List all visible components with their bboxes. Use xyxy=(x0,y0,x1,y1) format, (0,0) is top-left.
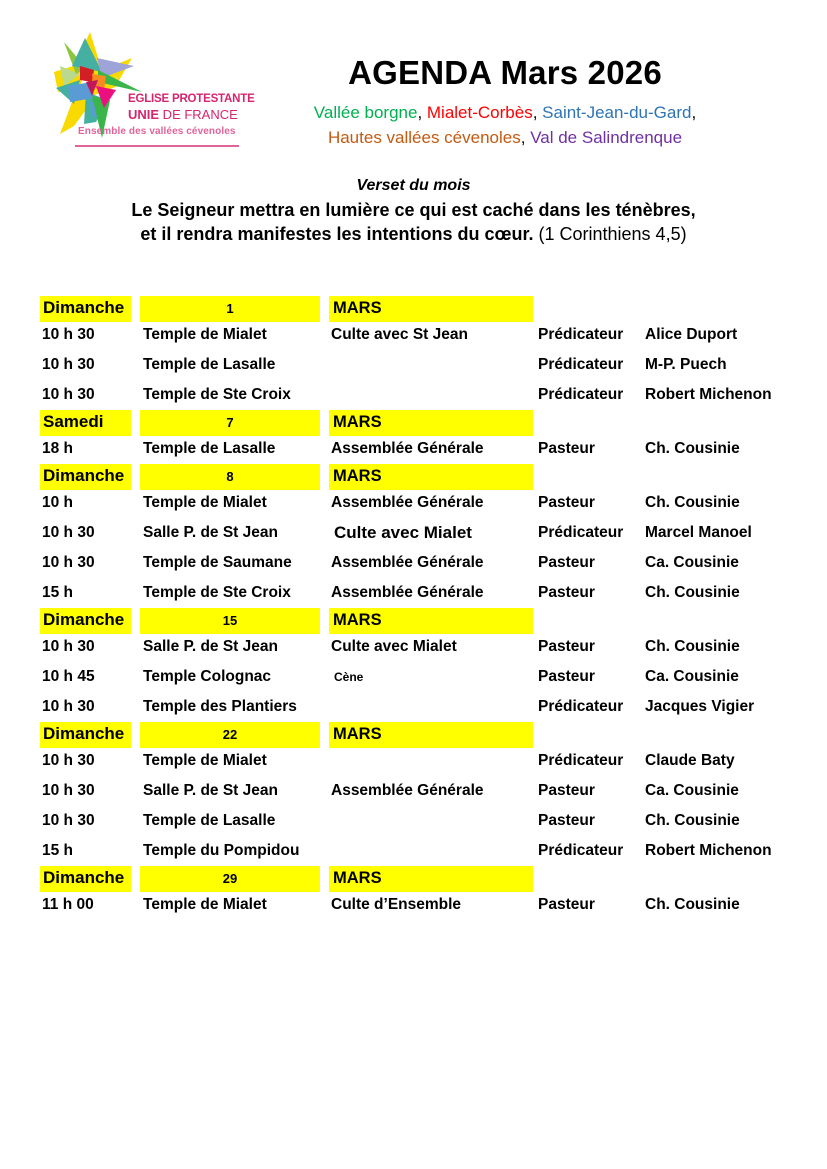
cell-role: Prédicateur xyxy=(538,326,624,343)
cell-role: Prédicateur xyxy=(538,698,624,715)
cell-role: Prédicateur xyxy=(538,386,624,403)
section-day-cell: Dimanche xyxy=(40,296,131,322)
cell-place: Salle P. de St Jean xyxy=(143,638,278,655)
agenda-row xyxy=(40,488,827,518)
separator: , xyxy=(417,103,427,122)
cell-name: Ch. Cousinie xyxy=(645,440,740,457)
regions-line-1 xyxy=(190,100,820,125)
cell-role: Pasteur xyxy=(538,668,595,685)
title-block xyxy=(190,56,820,150)
section-month-cell: MARS xyxy=(329,866,533,892)
agenda-row xyxy=(40,434,827,464)
cell-name: Ca. Cousinie xyxy=(645,668,739,685)
region-saint-jean-du-gard: Saint-Jean-du-Gard xyxy=(542,103,692,122)
agenda-section-header xyxy=(40,608,827,632)
cell-event: Assemblée Générale xyxy=(331,554,484,571)
cell-place: Salle P. de St Jean xyxy=(143,524,278,541)
cell-role: Pasteur xyxy=(538,638,595,655)
cell-event: Culte avec St Jean xyxy=(331,326,468,343)
cell-name: Robert Michenon xyxy=(645,842,772,859)
cell-name: M-P. Puech xyxy=(645,356,727,373)
cell-role: Pasteur xyxy=(538,896,595,913)
cell-place: Temple de Mialet xyxy=(143,752,267,769)
cell-name: Ca. Cousinie xyxy=(645,782,739,799)
cell-event: Assemblée Générale xyxy=(331,584,484,601)
section-date-cell: 29 xyxy=(140,866,320,892)
agenda-section-header xyxy=(40,722,827,746)
cell-role: Pasteur xyxy=(538,782,595,799)
cell-role: Pasteur xyxy=(538,584,595,601)
cell-name: Ch. Cousinie xyxy=(645,812,740,829)
cell-time: 10 h 30 xyxy=(42,386,95,403)
cell-event: Assemblée Générale xyxy=(331,782,484,799)
cell-time: 10 h 30 xyxy=(42,638,95,655)
cell-place: Salle P. de St Jean xyxy=(143,782,278,799)
section-day-cell: Dimanche xyxy=(40,608,131,634)
cell-name: Ch. Cousinie xyxy=(645,638,740,655)
cell-time: 10 h 30 xyxy=(42,356,95,373)
cell-time: 18 h xyxy=(42,440,74,457)
cell-place: Temple Colognac xyxy=(143,668,272,685)
agenda-row xyxy=(40,578,827,608)
cell-time: 10 h 30 xyxy=(42,812,95,829)
cell-place: Temple de Ste Croix xyxy=(143,584,291,601)
region-vallee-borgne: Vallée borgne xyxy=(313,103,418,122)
separator: , xyxy=(520,128,531,147)
section-date-cell: 15 xyxy=(140,608,320,634)
cell-name: Ch. Cousinie xyxy=(645,896,740,913)
page-title: AGENDA Mars 2026 xyxy=(348,54,662,91)
cell-name: Ca. Cousinie xyxy=(645,554,739,571)
line-end-comma: , xyxy=(691,103,697,122)
separator: , xyxy=(532,103,543,122)
cell-time: 15 h xyxy=(42,584,74,601)
cell-role: Prédicateur xyxy=(538,524,624,541)
cell-name: Claude Baty xyxy=(645,752,735,769)
agenda-row xyxy=(40,836,827,866)
cell-event: Assemblée Générale xyxy=(331,440,484,457)
region-mialet-corbes: Mialet-Corbès xyxy=(426,103,533,122)
section-day-cell: Dimanche xyxy=(40,722,131,748)
cell-name: Robert Michenon xyxy=(645,386,772,403)
cell-time: 10 h 30 xyxy=(42,782,95,799)
cell-time: 10 h xyxy=(42,494,74,511)
logo-org-name-unie: UNIE xyxy=(128,107,160,122)
cell-time: 10 h 30 xyxy=(42,524,95,541)
agenda-section-header xyxy=(40,410,827,434)
logo-org-name-line1: EGLISE PROTESTANTE xyxy=(128,93,255,105)
cell-place: Temple des Plantiers xyxy=(143,698,297,715)
section-date-cell: 7 xyxy=(140,410,320,436)
cell-event: Cène xyxy=(334,670,364,684)
agenda-table xyxy=(40,296,827,920)
cell-role: Prédicateur xyxy=(538,842,624,859)
cell-event: Culte avec Mialet xyxy=(331,638,457,655)
cell-name: Marcel Manoel xyxy=(645,524,752,541)
verse-line-2 xyxy=(0,223,827,247)
cell-place: Temple de Mialet xyxy=(143,896,267,913)
cell-place: Temple de Saumane xyxy=(143,554,292,571)
region-hautes-vallees-cevenoles: Hautes vallées cévenoles xyxy=(327,128,521,147)
verse-heading: Verset du mois xyxy=(356,177,471,194)
agenda-row xyxy=(40,806,827,836)
cell-event: Assemblée Générale xyxy=(331,494,484,511)
section-day-cell: Dimanche xyxy=(40,866,131,892)
cell-place: Temple de Lasalle xyxy=(143,356,276,373)
cell-role: Pasteur xyxy=(538,554,595,571)
agenda-row xyxy=(40,890,827,920)
cell-name: Alice Duport xyxy=(645,326,738,343)
cell-place: Temple du Pompidou xyxy=(143,842,300,859)
cell-role: Prédicateur xyxy=(538,356,624,373)
agenda-row xyxy=(40,692,827,722)
logo-tagline: Ensemble des vallées cévenoles xyxy=(78,126,236,137)
agenda-row xyxy=(40,350,827,380)
section-date-cell: 22 xyxy=(140,722,320,748)
cell-time: 10 h 30 xyxy=(42,698,95,715)
cell-place: Temple de Mialet xyxy=(143,326,267,343)
cell-role: Pasteur xyxy=(538,494,595,511)
cell-role: Pasteur xyxy=(538,812,595,829)
section-date-cell: 1 xyxy=(140,296,320,322)
cell-time: 15 h xyxy=(42,842,74,859)
section-day-cell: Samedi xyxy=(40,410,131,436)
cell-place: Temple de Mialet xyxy=(143,494,267,511)
section-month-cell: MARS xyxy=(329,410,533,436)
cell-time: 10 h 30 xyxy=(42,752,95,769)
regions-line-2 xyxy=(190,125,820,150)
regions xyxy=(190,100,820,150)
verse-text: et il rendra manifestes les intentions du cœur. xyxy=(140,223,534,244)
agenda-row xyxy=(40,380,827,410)
cell-time: 10 h 30 xyxy=(42,554,95,571)
section-month-cell: MARS xyxy=(329,722,533,748)
agenda-section-header xyxy=(40,866,827,890)
agenda-row xyxy=(40,548,827,578)
cell-time: 10 h 30 xyxy=(42,326,95,343)
cell-name: Ch. Cousinie xyxy=(645,494,740,511)
cell-event: Culte avec Mialet xyxy=(334,523,472,542)
verse-line-1: Le Seigneur mettra en lumière ce qui est caché dans les ténèbres, xyxy=(131,200,696,220)
agenda-row xyxy=(40,776,827,806)
cell-time: 11 h 00 xyxy=(42,896,94,913)
cell-role: Prédicateur xyxy=(538,752,624,769)
agenda-section-header xyxy=(40,464,827,488)
cell-name: Ch. Cousinie xyxy=(645,584,740,601)
cell-place: Temple de Lasalle xyxy=(143,440,276,457)
section-month-cell: MARS xyxy=(329,464,533,490)
agenda-row xyxy=(40,662,827,692)
section-date-cell: 8 xyxy=(140,464,320,490)
verse-reference: (1 Corinthiens 4,5) xyxy=(533,223,687,244)
cell-event: Culte d’Ensemble xyxy=(331,896,462,913)
agenda-row xyxy=(40,518,827,548)
cell-name: Jacques Vigier xyxy=(645,698,755,715)
cell-role: Pasteur xyxy=(538,440,595,457)
section-month-cell: MARS xyxy=(329,296,533,322)
cell-place: Temple de Ste Croix xyxy=(143,386,291,403)
agenda-row xyxy=(40,320,827,350)
cell-time: 10 h 45 xyxy=(42,668,95,685)
section-day-cell: Dimanche xyxy=(40,464,131,490)
verse-of-the-month xyxy=(0,176,827,246)
logo-org-name-de-france: DE FRANCE xyxy=(159,107,238,122)
region-val-de-salindrenque: Val de Salindrenque xyxy=(530,128,683,147)
cell-place: Temple de Lasalle xyxy=(143,812,276,829)
agenda-row xyxy=(40,632,827,662)
section-month-cell: MARS xyxy=(329,608,533,634)
agenda-section-header xyxy=(40,296,827,320)
agenda-row xyxy=(40,746,827,776)
